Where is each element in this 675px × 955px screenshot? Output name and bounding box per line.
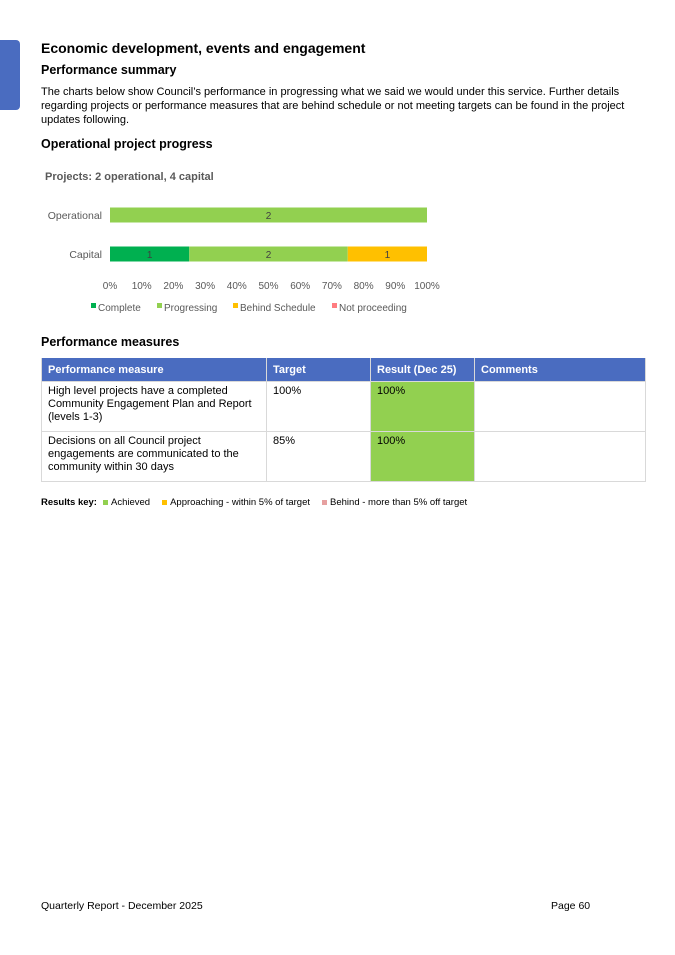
cell-target: 85%: [267, 432, 371, 482]
x-tick-label: 0%: [102, 281, 118, 292]
key-approaching: [162, 497, 310, 508]
legend-swatch-complete: [91, 303, 96, 308]
performance-measures-heading: Performance measures: [41, 335, 180, 349]
x-tick-label: 10%: [131, 281, 152, 292]
x-tick-label: 50%: [258, 281, 279, 292]
approaching-swatch: [162, 500, 167, 505]
chart-title: Projects: 2 operational, 4 capital: [45, 171, 214, 183]
data-label: 1: [146, 250, 153, 261]
section-tab-marker: [0, 40, 20, 110]
legend-label: Not proceeding: [339, 303, 407, 314]
cell-comments: [475, 432, 646, 482]
cell-result: 100%: [371, 432, 475, 482]
x-tick-label: 70%: [321, 281, 342, 292]
key-achieved: [103, 497, 150, 508]
operational-progress-heading: Operational project progress: [41, 137, 213, 151]
table-row: [42, 382, 646, 432]
x-tick-label: 40%: [226, 281, 247, 292]
legend-label: Complete: [98, 303, 141, 314]
x-tick-label: 90%: [385, 281, 406, 292]
performance-summary-heading: Performance summary: [41, 63, 177, 77]
section-title: Economic development, events and engagement: [41, 40, 366, 56]
legend-label: Behind Schedule: [240, 303, 316, 314]
data-label: 1: [384, 250, 391, 261]
behind-swatch: [322, 500, 327, 505]
results-key: [41, 497, 473, 508]
key-behind: [322, 497, 467, 508]
legend-swatch-progressing: [157, 303, 162, 308]
cell-target: 100%: [267, 382, 371, 432]
table-header-row: [42, 358, 646, 382]
header-result: Result (Dec 25): [371, 358, 475, 382]
x-tick-label: 60%: [290, 281, 311, 292]
key-behind-label: Behind - more than 5% off target: [330, 497, 468, 508]
x-tick-label: 30%: [195, 281, 216, 292]
x-tick-label: 80%: [353, 281, 374, 292]
footer-report-title: Quarterly Report - December 2025: [41, 900, 203, 912]
header-target: Target: [267, 358, 371, 382]
cell-result: 100%: [371, 382, 475, 432]
legend-swatch-behind-schedule: [233, 303, 238, 308]
table-row: [42, 432, 646, 482]
data-label: 2: [265, 211, 272, 222]
key-approaching-label: Approaching - within 5% of target: [170, 497, 311, 508]
footer-page-number: Page 60: [551, 900, 591, 912]
key-achieved-label: Achieved: [110, 497, 151, 508]
project-progress-chart: [0, 190, 675, 320]
cell-measure: High level projects have a completed Community Engagement Plan and Report (levels 1-3): [42, 382, 267, 432]
x-tick-label: 100%: [414, 281, 440, 292]
category-label-operational: Operational: [47, 210, 102, 222]
performance-measures-table: [41, 358, 646, 482]
summary-paragraph: The charts below show Council’s performance in progressing what we said we would under this service. Further details regarding projects or performance measures that are behind schedule or not meeting targets can be found in the project updates following.: [41, 86, 625, 126]
achieved-swatch: [103, 500, 108, 505]
legend-label: Progressing: [164, 303, 218, 314]
results-key-label: Results key:: [41, 497, 97, 508]
x-tick-label: 20%: [163, 281, 184, 292]
header-performance-measure: Performance measure: [42, 358, 267, 382]
category-label-capital: Capital: [69, 249, 102, 261]
cell-measure: Decisions on all Council project engagements are communicated to the community within 30 days: [42, 432, 267, 482]
cell-comments: [475, 382, 646, 432]
legend-swatch-not-proceeding: [332, 303, 337, 308]
data-label: 2: [265, 250, 272, 261]
header-comments: Comments: [475, 358, 646, 382]
